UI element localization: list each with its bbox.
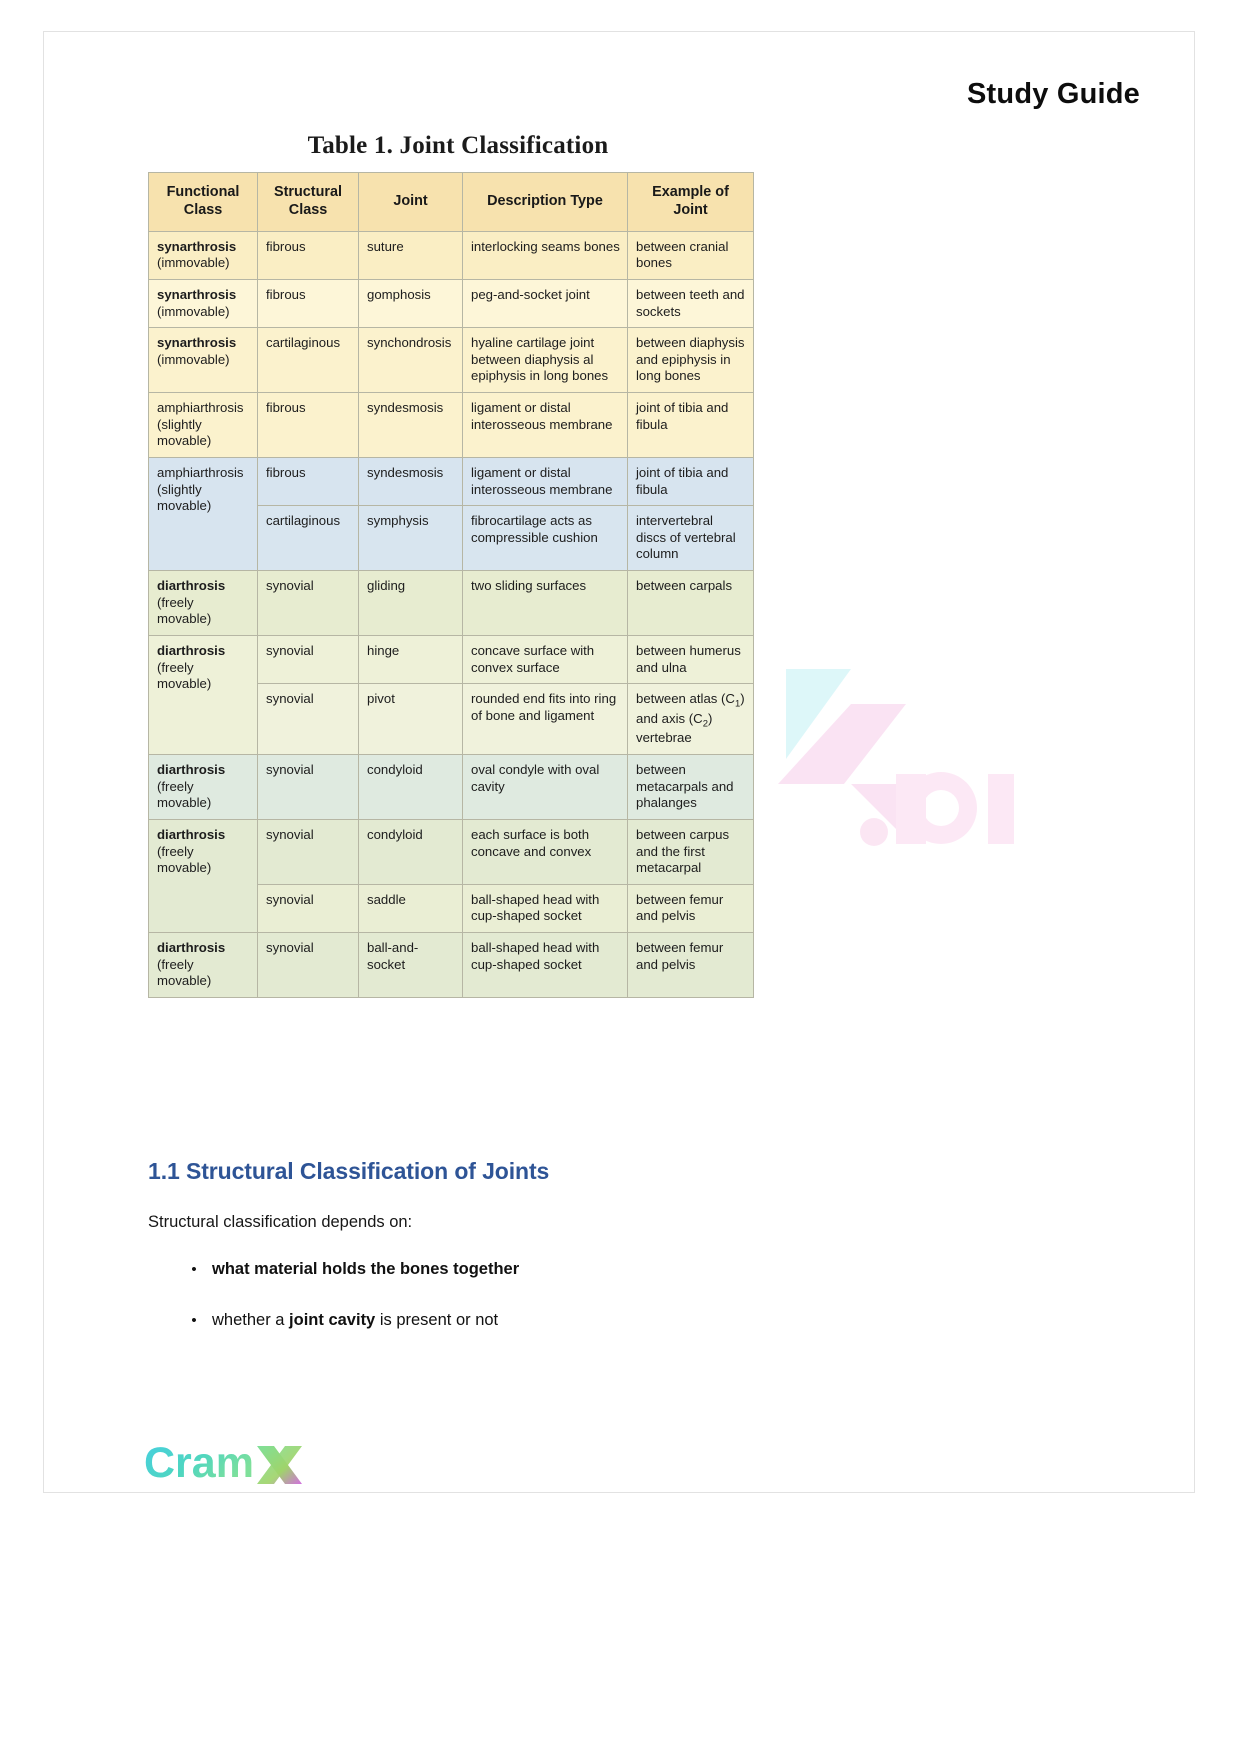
- cramx-logo: [144, 1434, 324, 1492]
- table-row: [149, 819, 754, 884]
- cell-structural-class: fibrous: [258, 231, 359, 279]
- cell-structural-class: cartilaginous: [258, 506, 359, 571]
- cell-joint: condyloid: [359, 819, 463, 884]
- section-intro-paragraph: Structural classification depends on:: [148, 1213, 413, 1231]
- cell-functional-class: [149, 819, 258, 932]
- functional-class-name: diarthrosis: [157, 642, 226, 658]
- functional-class-note: (freely movable): [157, 956, 212, 989]
- column-header-example-of-joint: [628, 173, 754, 232]
- cell-structural-class: synovial: [258, 755, 359, 820]
- cell-structural-class: fibrous: [258, 279, 359, 327]
- cell-example: between femur and pelvis: [628, 884, 754, 932]
- bullet-marker-icon: •: [191, 1312, 197, 1329]
- cell-joint: synchondrosis: [359, 328, 463, 393]
- header-line-1: Joint: [393, 192, 428, 209]
- cell-description: oval condyle with oval cavity: [463, 755, 628, 820]
- cell-example: joint of tibia and fibula: [628, 457, 754, 505]
- table-header-row: [149, 173, 754, 232]
- list-item: [148, 1260, 948, 1279]
- cell-joint: saddle: [359, 884, 463, 932]
- cell-functional-class: [149, 231, 258, 279]
- bullet-marker-icon: •: [191, 1261, 197, 1278]
- functional-class-note: amphiarthrosis (slightly movable): [157, 400, 244, 449]
- bullet-list: [148, 1260, 948, 1362]
- header-line-2: Class: [183, 201, 223, 218]
- cell-description: interlocking seams bones: [463, 231, 628, 279]
- header-line-1: Structural: [274, 184, 342, 200]
- column-header-joint: [359, 173, 463, 232]
- cell-example: between carpus and the first metacarpal: [628, 819, 754, 884]
- cell-description: ball-shaped head with cup-shaped socket: [463, 933, 628, 998]
- document-page: [43, 31, 1195, 1493]
- cell-functional-class: [149, 755, 258, 820]
- header-line-2: Joint: [673, 201, 708, 218]
- cell-description: ligament or distal interosseous membrane: [463, 393, 628, 458]
- header-line-1: Functional: [166, 184, 240, 200]
- functional-class-name: diarthrosis: [157, 826, 226, 842]
- cell-joint: ball-and-socket: [359, 933, 463, 998]
- cell-description: ligament or distal interosseous membrane: [463, 457, 628, 505]
- joint-classification-table-block: [148, 132, 768, 998]
- functional-class-name: diarthrosis: [157, 940, 226, 956]
- cell-description: peg-and-socket joint: [463, 279, 628, 327]
- functional-class-note: amphiarthrosis (slightly movable): [157, 464, 244, 514]
- cell-structural-class: synovial: [258, 933, 359, 998]
- cell-description: ball-shaped head with cup-shaped socket: [463, 884, 628, 932]
- cell-example: joint of tibia and fibula: [628, 393, 754, 458]
- functional-class-note: (immovable): [157, 303, 230, 319]
- section-heading: 1.1 Structural Classification of Joints: [148, 1158, 550, 1184]
- cell-example: between diaphysis and epiphysis in long bones: [628, 328, 754, 393]
- cell-joint: hinge: [359, 635, 463, 683]
- cell-joint: pivot: [359, 684, 463, 755]
- header-line-1: Example of: [652, 184, 729, 200]
- cell-functional-class: [149, 571, 258, 636]
- column-header-functional-class: [149, 173, 258, 232]
- table-row: [149, 571, 754, 636]
- table-row: [149, 635, 754, 683]
- list-item: [148, 1311, 948, 1330]
- list-item-prefix: whether a: [212, 1311, 290, 1329]
- cell-example: intervertebral discs of vertebral column: [628, 506, 754, 571]
- table-row: [149, 279, 754, 327]
- list-item-text: [212, 1311, 948, 1330]
- cell-structural-class: cartilaginous: [258, 328, 359, 393]
- cell-example: between carpals: [628, 571, 754, 636]
- cell-example: between humerus and ulna: [628, 635, 754, 683]
- svg-text:Cram: Cram: [144, 1439, 254, 1487]
- cell-functional-class: [149, 635, 258, 754]
- cell-joint: suture: [359, 231, 463, 279]
- table-row: [149, 393, 754, 458]
- functional-class-name: synarthrosis: [157, 238, 237, 254]
- cell-joint: syndesmosis: [359, 457, 463, 505]
- functional-class-note: (immovable): [157, 351, 230, 367]
- column-header-structural-class: [258, 173, 359, 232]
- functional-class-note: (freely movable): [157, 843, 212, 876]
- cell-functional-class: [149, 933, 258, 998]
- list-item-emphasis: what material holds the bones together: [212, 1260, 520, 1278]
- cell-description: two sliding surfaces: [463, 571, 628, 636]
- cell-description: fibrocartilage acts as compressible cushion: [463, 506, 628, 571]
- cell-description: rounded end fits into ring of bone and ligament: [463, 684, 628, 755]
- cell-functional-class: [149, 328, 258, 393]
- functional-class-note: (freely movable): [157, 659, 212, 692]
- cell-example: between teeth and sockets: [628, 279, 754, 327]
- watermark-xai-logo: [756, 664, 1016, 924]
- list-item-suffix: is present or not: [375, 1311, 499, 1329]
- cell-structural-class: synovial: [258, 571, 359, 636]
- cell-joint: syndesmosis: [359, 393, 463, 458]
- cell-structural-class: fibrous: [258, 457, 359, 505]
- cell-structural-class: synovial: [258, 819, 359, 884]
- cell-structural-class: fibrous: [258, 393, 359, 458]
- functional-class-note: (immovable): [157, 255, 230, 271]
- cell-structural-class: synovial: [258, 884, 359, 932]
- cell-joint: gomphosis: [359, 279, 463, 327]
- cell-example: between cranial bones: [628, 231, 754, 279]
- functional-class-name: synarthrosis: [157, 286, 237, 302]
- table-row: [149, 755, 754, 820]
- cell-description: concave surface with convex surface: [463, 635, 628, 683]
- cell-example: between atlas $(C_1)$ and axis $(C_2)$ vertebrae: [628, 684, 754, 755]
- cell-example: between metacarpals and phalanges: [628, 755, 754, 820]
- header-line-1: Description Type: [487, 192, 603, 209]
- page-title: Study Guide: [967, 78, 1140, 110]
- cell-structural-class: synovial: [258, 684, 359, 755]
- cell-description: each surface is both concave and convex: [463, 819, 628, 884]
- column-header-description-type: [463, 173, 628, 232]
- functional-class-name: synarthrosis: [157, 335, 237, 351]
- cell-joint: symphysis: [359, 506, 463, 571]
- table-row: [149, 457, 754, 505]
- functional-class-note: (freely movable): [157, 594, 212, 627]
- table-row: [149, 933, 754, 998]
- cell-description: hyaline cartilage joint between diaphysis al epiphysis in long bones: [463, 328, 628, 393]
- functional-class-name: diarthrosis: [157, 762, 226, 778]
- joint-classification-table: [148, 172, 754, 998]
- list-item-text: [212, 1260, 948, 1279]
- functional-class-note: (freely movable): [157, 778, 212, 811]
- cell-structural-class: synovial: [258, 635, 359, 683]
- table-row: [149, 231, 754, 279]
- cell-functional-class: [149, 279, 258, 327]
- table-row: [149, 328, 754, 393]
- functional-class-name: diarthrosis: [157, 578, 226, 594]
- cell-joint: condyloid: [359, 755, 463, 820]
- cell-functional-class: [149, 393, 258, 458]
- cell-functional-class: [149, 457, 258, 570]
- header-line-2: Class: [288, 201, 328, 218]
- table-caption: Table 1. Joint Classification: [307, 132, 609, 159]
- cell-example: between femur and pelvis: [628, 933, 754, 998]
- cell-joint: gliding: [359, 571, 463, 636]
- list-item-emphasis: joint cavity: [289, 1311, 376, 1329]
